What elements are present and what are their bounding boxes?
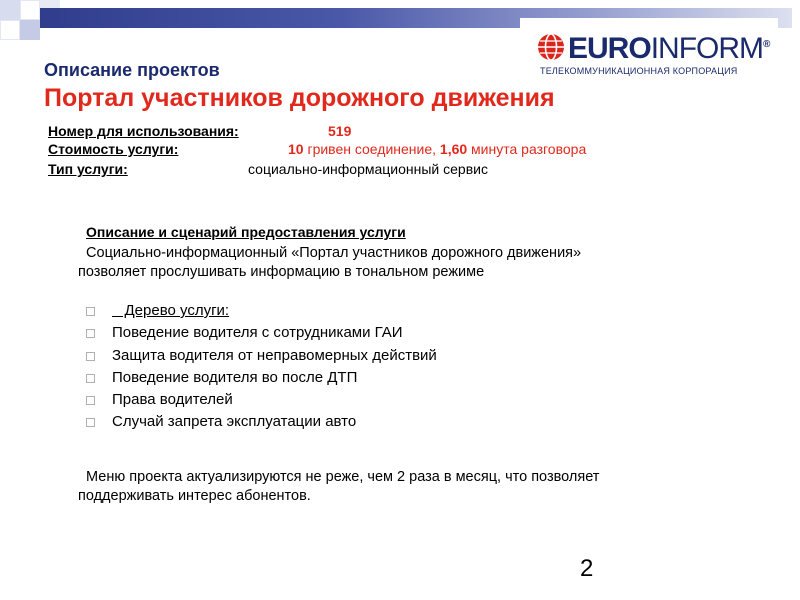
list-item [86, 367, 437, 389]
info-cost-value [288, 140, 586, 158]
tree-title: Дерево услуги: [112, 302, 230, 319]
decor-square [0, 0, 20, 20]
cost-connection-text: гривен соединение, [303, 141, 440, 157]
description-title: Описание и сценарий предоставления услуги [86, 224, 406, 240]
description-line: Социально-информационный «Портал участников дорожного движения» [78, 245, 582, 261]
page-title: Описание проектов [44, 60, 220, 80]
info-number-label: Номер для использования: [48, 123, 239, 139]
logo-brand [568, 28, 769, 66]
cost-minute-text: минута разговора [467, 141, 587, 157]
decor-square [20, 0, 40, 20]
description-text [78, 244, 738, 282]
globe-icon [536, 32, 566, 62]
list-item-label: Поведение водителя во после ДТП [112, 368, 358, 386]
decor-square [40, 0, 60, 8]
list-item-label: Поведение водителя с сотрудниками ГАИ [112, 324, 403, 342]
cost-connection-price: 10 [288, 141, 304, 157]
list-item [86, 389, 437, 411]
list-item [86, 345, 437, 367]
page-number: 2 [580, 555, 594, 582]
bullet-square-icon [86, 374, 95, 383]
footer-text [78, 468, 738, 506]
footer-line: Меню проекта актуализируются не реже, чем 2 раза в месяц, что позволяет [78, 469, 600, 485]
list-item [86, 322, 437, 344]
logo-subtitle: ТЕЛЕКОММУНИКАЦИОННАЯ КОРПОРАЦИЯ [540, 66, 738, 76]
footer-line: поддерживать интерес абонентов. [78, 488, 311, 504]
list-item-label: Случай запрета эксплуатации авто [112, 413, 357, 431]
decor-square [0, 20, 20, 40]
description-line: позволяет прослушивать информацию в тональном режиме [78, 264, 485, 280]
bullet-square-icon [86, 352, 95, 361]
cost-minute-price: 1,60 [439, 141, 468, 157]
list-item-label: Права водителей [112, 391, 233, 409]
logo-brand-euro: EURO [568, 32, 651, 65]
info-cost-label: Стоимость услуги: [48, 141, 179, 157]
bullet-square-icon [86, 418, 95, 427]
service-tree-list [86, 300, 437, 434]
logo-registered: ® [763, 39, 770, 50]
logo-brand-inform: INFORM [650, 32, 764, 65]
info-type-label: Тип услуги: [48, 161, 128, 177]
info-number-value: 519 [328, 123, 352, 139]
page-subtitle: Портал участников дорожного движения [44, 84, 555, 112]
bullet-square-icon [86, 329, 95, 338]
decor-square [20, 20, 40, 40]
info-type-value: социально-информационный сервис [248, 161, 488, 177]
list-item-label: Защита водителя от неправомерных действий [112, 346, 437, 364]
list-item [86, 411, 437, 433]
bullet-square-icon [86, 396, 95, 405]
list-item [86, 300, 437, 322]
bullet-square-icon [86, 307, 95, 316]
